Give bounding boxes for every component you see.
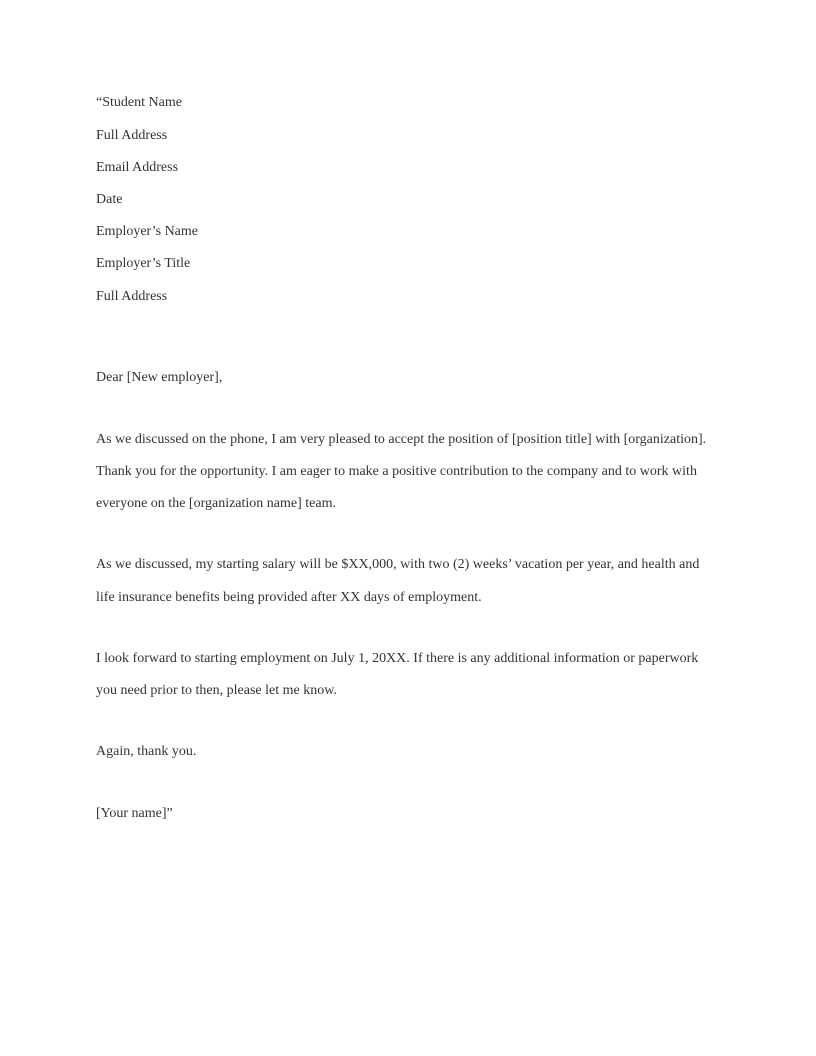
email-address-line: Email Address xyxy=(96,160,179,175)
employer-name-line: Employer’s Name xyxy=(96,224,198,239)
closing: Again, thank you. xyxy=(96,744,197,759)
student-address-line: Full Address xyxy=(96,128,168,143)
paragraph-2-line-1: As we discussed, my starting salary will be $XX,000, with two (2) weeks’ vacation per year, and health and xyxy=(96,557,700,572)
paragraph-3-line-2: you need prior to then, please let me know. xyxy=(96,683,337,698)
paragraph-3-line-1: I look forward to starting employment on July 1, 20XX. If there is any additional information or paperwork xyxy=(96,651,699,666)
employer-title-line: Employer’s Title xyxy=(96,256,191,271)
paragraph-1-line-3: everyone on the [organization name] team. xyxy=(96,496,336,511)
paragraph-2-line-2: life insurance benefits being provided after XX days of employment. xyxy=(96,590,482,605)
salutation: Dear [New employer], xyxy=(96,370,223,385)
employer-address-line: Full Address xyxy=(96,289,168,304)
signature: [Your name]” xyxy=(96,806,173,821)
date-line: Date xyxy=(96,192,123,207)
student-name-line: “Student Name xyxy=(96,95,182,110)
paragraph-1-line-1: As we discussed on the phone, I am very pleased to accept the position of [position title] with [organization]. xyxy=(96,432,707,447)
paragraph-1-line-2: Thank you for the opportunity. I am eager to make a positive contribution to the company and to work with xyxy=(96,464,697,479)
